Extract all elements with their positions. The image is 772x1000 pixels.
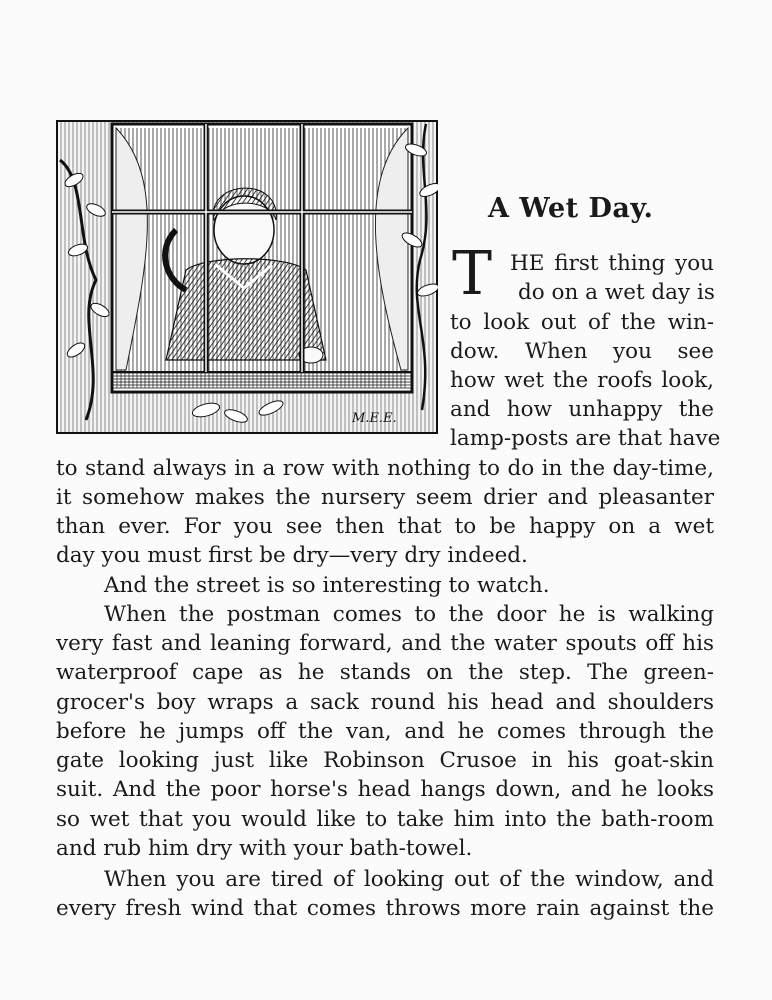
- text-line: When you are tired of looking out of the window, and: [104, 867, 714, 892]
- text-line: it somehow makes the nursery seem drier and pleasanter: [56, 485, 714, 510]
- text-line: to stand always in a row with nothing to do in the day-time,: [56, 456, 714, 481]
- text-line: every fresh wind that comes throws more rain against the: [56, 896, 714, 921]
- text-line: do on a wet day is: [518, 280, 715, 305]
- text-line: suit. And the poor horse's head hangs down, and he looks: [56, 777, 714, 802]
- page-title: A Wet Day.: [488, 193, 654, 224]
- text-line: and how unhappy the: [450, 397, 714, 422]
- text-line: than ever. For you see then that to be happy on a wet: [56, 514, 714, 539]
- text-line: And the street is so interesting to watch.: [104, 573, 550, 598]
- text-line: lamp-posts are that have: [450, 426, 721, 451]
- text-line: day you must first be dry—very dry indeed.: [56, 543, 528, 568]
- text-line: very fast and leaning forward, and the water spouts off his: [56, 631, 714, 656]
- text-line: so wet that you would like to take him into the bath-room: [56, 807, 714, 832]
- text-line: before he jumps off the van, and he comes through the: [56, 719, 714, 744]
- text-line: HE first thing you: [510, 251, 714, 276]
- text-line: to look out of the win-: [450, 310, 714, 335]
- text-line: how wet the roofs look,: [450, 368, 714, 393]
- text-line: and rub him dry with your bath-towel.: [56, 836, 473, 861]
- text-line: dow. When you see: [450, 339, 714, 364]
- artist-signature: M.E.E.: [352, 411, 397, 426]
- text-line: grocer's boy wraps a sack round his head and shoulders: [56, 690, 714, 715]
- text-line: When the postman comes to the door he is walking: [104, 602, 714, 627]
- text-line: waterproof cape as he stands on the step. The green-: [56, 660, 714, 685]
- text-line: gate looking just like Robinson Crusoe in his goat-skin: [56, 748, 714, 773]
- window-illustration: [56, 120, 438, 434]
- drop-cap: T: [452, 239, 493, 309]
